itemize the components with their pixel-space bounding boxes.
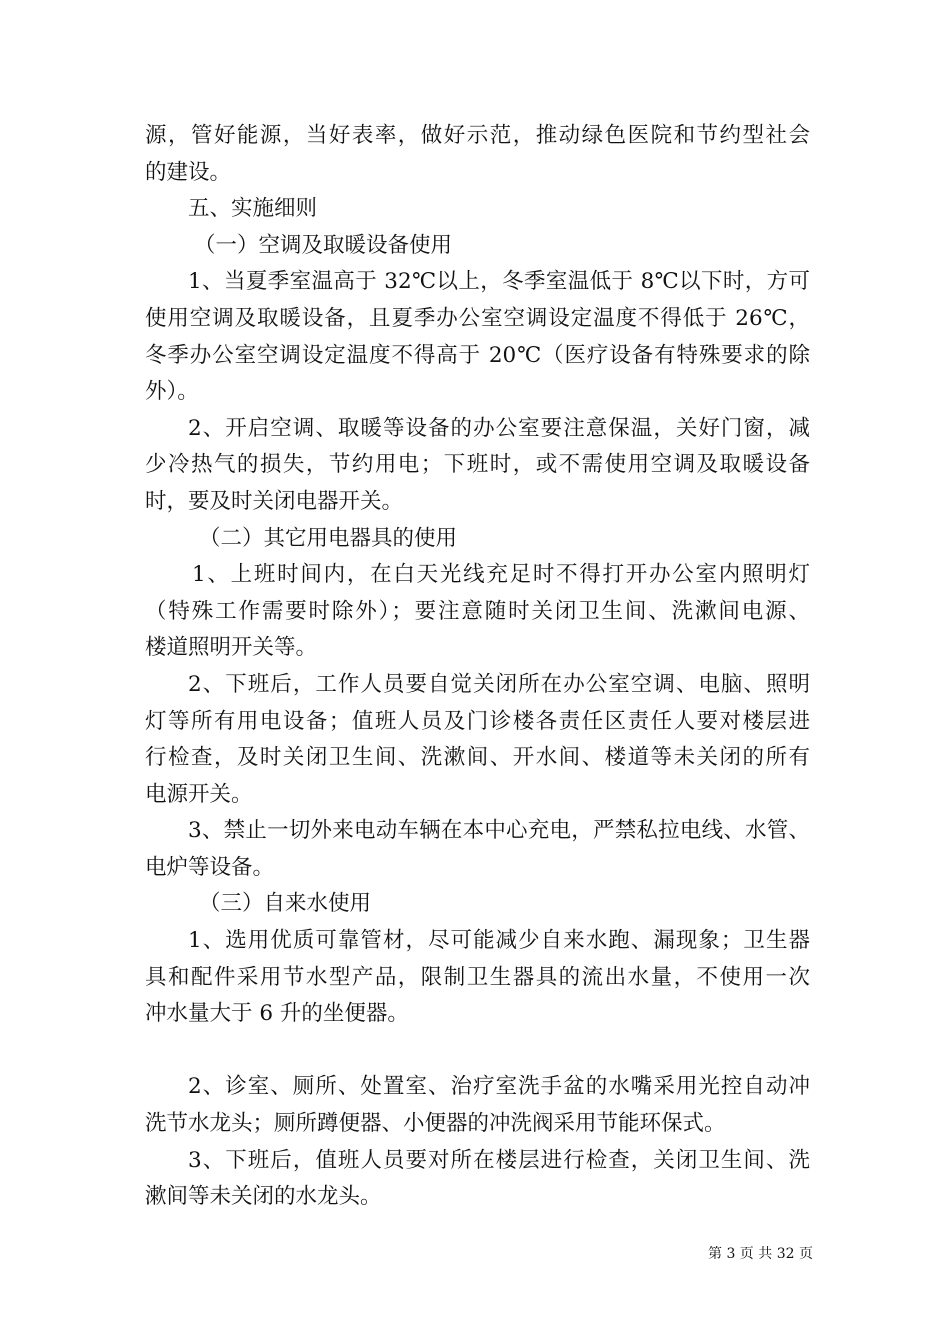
subsection-heading: （二）其它用电器具的使用: [199, 525, 458, 551]
paragraph-line: 外）。: [145, 379, 199, 405]
paragraph-line: 2、开启空调、取暖等设备的办公室要注意保温，关好门窗，减: [188, 415, 810, 441]
paragraph-line: 电源开关。: [145, 781, 253, 807]
blank-line: [145, 1033, 810, 1070]
paragraph-line: 少冷热气的损失，节约用电；下班时，或不需使用空调及取暖设备: [145, 452, 810, 478]
paragraph-line: 冬季办公室空调设定温度不得高于 20℃（医疗设备有特殊要求的除: [145, 342, 810, 368]
paragraph-line: 3、下班后，值班人员要对所在楼层进行检查，关闭卫生间、洗: [188, 1147, 810, 1173]
paragraph-line: 灯等所有用电设备；值班人员及门诊楼各责任区责任人要对楼层进: [145, 708, 810, 734]
paragraph-line: 楼道照明开关等。: [145, 635, 318, 661]
paragraph-line: （特殊工作需要时除外）；要注意随时关闭卫生间、洗漱间电源、: [145, 598, 810, 624]
paragraph-line: 冲水量大于 6 升的坐便器。: [145, 1001, 409, 1027]
paragraph-line: 2、下班后，工作人员要自觉关闭所在办公室空调、电脑、照明: [188, 671, 810, 697]
paragraph-line: 的建设。: [145, 159, 232, 185]
page-number-footer: 第 3 页 共 32 页: [708, 1246, 813, 1262]
paragraph-line: 1、上班时间内，在白天光线充足时不得打开办公室内照明灯: [192, 562, 810, 588]
paragraph-line: 源，管好能源，当好表率，做好示范，推动绿色医院和节约型社会: [145, 123, 810, 148]
section-heading: 五、实施细则: [188, 196, 318, 222]
paragraph-line: 具和配件采用节水型产品，限制卫生器具的流出水量，不使用一次: [145, 964, 810, 990]
document-body: [145, 118, 810, 1216]
subsection-heading: （三）自来水使用: [199, 891, 372, 917]
paragraph-line: 3、禁止一切外来电动车辆在本中心充电，严禁私拉电线、水管、: [188, 818, 810, 844]
paragraph-line: 行检查，及时关闭卫生间、洗漱间、开水间、楼道等未关闭的所有: [145, 745, 810, 771]
paragraph-line: 使用空调及取暖设备，且夏季办公室空调设定温度不得低于 26℃，: [145, 305, 810, 331]
paragraph-line: 电炉等设备。: [145, 854, 275, 880]
paragraph-line: 洗节水龙头；厕所蹲便器、小便器的冲洗阀采用节能环保式。: [145, 1111, 726, 1137]
subsection-heading: （一）空调及取暖设备使用: [194, 232, 453, 258]
paragraph-line: 漱间等未关闭的水龙头。: [145, 1184, 382, 1210]
paragraph-line: 1、选用优质可靠管材，尽可能减少自来水跑、漏现象；卫生器: [188, 928, 810, 954]
paragraph-line: 2、诊室、厕所、处置室、治疗室洗手盆的水嘴采用光控自动冲: [188, 1074, 810, 1100]
paragraph-line: 1、当夏季室温高于 32℃以上，冬季室温低于 8℃以下时，方可: [188, 269, 810, 295]
paragraph-line: 时，要及时关闭电器开关。: [145, 488, 404, 514]
